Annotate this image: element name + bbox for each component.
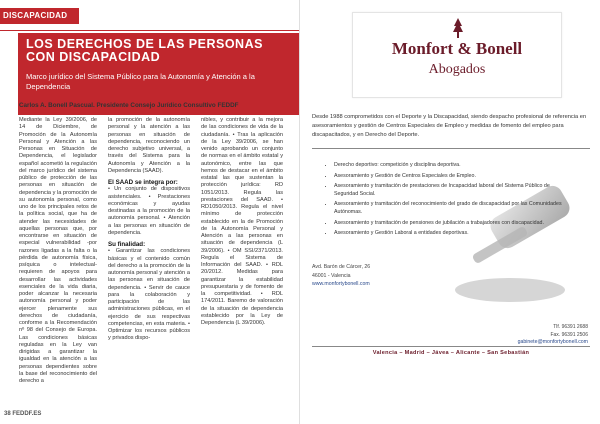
service-item: • Asesoramiento y tramitación de pensiones de jubilación a trabajadores con discapacidad. [334, 220, 574, 228]
fax: Fax. 96391 2506 [550, 331, 588, 338]
address-block [312, 263, 370, 289]
subheading: Su finalidad: [108, 241, 146, 248]
services-list [322, 162, 574, 241]
body-column-3 [201, 117, 283, 327]
page-footer: 38 FEDDF.ES [4, 411, 42, 417]
logo-subtitle: Abogados [428, 62, 486, 77]
telephone: Tlf. 96391 2688 [553, 324, 588, 330]
article-author: Carlos A. Bonell Pascual. Presidente Consejo Jurídico Consultivo FEDDF [19, 102, 239, 109]
service-item: • Asesoramiento y Gestión Laboral a entidades deportivas. [334, 230, 574, 238]
address-line: 46001 - Valencia [312, 272, 351, 279]
section-rule [0, 30, 300, 31]
right-page-advert [300, 0, 600, 424]
service-item: • Asesoramiento y tramitación del reconocimiento del grado de discapacidad por las Comunidades Autónomas. [334, 201, 574, 217]
body-list: • Un conjunto de dispositivos asistenciales. • Prestaciones económicas y ayudas destinadas a la promoción de la autonomía personal. • Atención a las personas en situación de dependencia. [108, 186, 190, 236]
logo-name: Monfort & Bonell [391, 39, 523, 58]
logo-box [352, 12, 562, 98]
service-item: • Derecho deportivo: competición y disciplina deportiva. [334, 162, 574, 170]
office-cities: Valencia – Madrid – Jávea – Alicante – San Sebastián [372, 350, 530, 356]
tree-logo-icon [453, 18, 463, 40]
subheading: El SAAD se integra por: [108, 179, 178, 186]
body-column-1 [19, 117, 97, 385]
divider [312, 148, 590, 149]
body-text: nibles, y contribuir a la mejora de las condiciones de vida de la ciudadanía. • Tras la aplicación de la Ley 39/2006, se han venido aprobando un conjunto de normas en el ámbito estatal y autonómico, entre las que hemos de destacar en el ámbito estatal las que sustentan la protección jurídica: RD 1051/2013. Regula las prestaciones del SAAD. • RD1050/2013. Regula el nivel mínimo de protección establecido en la de Promoción de la Autonomía Personal y Atención a las personas en situación de dependencia (L 39/2006). • OM SSI/2371/2013. Regula el Sistema de Información del SAAD. • RDL 20/2012. Medidas para garantizar la estabilidad presupuestaria y de fomento de la competitividad. • RDL 174/2011. Baremo de valoración de la situación de dependencia establecido por la Ley de Dependencia (L 39/2006). [201, 117, 283, 326]
article-subtitle: Marco jurídico del Sistema Público para la Autonomía y Atención a la Dependencia [26, 72, 255, 91]
service-item: • Asesoramiento y Gestión de Centros Especiales de Empleo. [334, 173, 574, 181]
section-tag: DISCAPACIDAD [0, 8, 79, 24]
article-title: LOS DERECHOS DE LAS PERSONAS CON DISCAPACIDAD [26, 37, 263, 64]
body-text: la promoción de la autonomía personal y la atención a las personas en situación de dependencia, reconociendo un derecho subjetivo universal, a través del Sistema para la Autonomía y Atención a la Dependencia (SAAD). [108, 117, 190, 174]
website-link[interactable]: www.monfortybonell.com [312, 281, 370, 287]
body-column-2 [108, 117, 190, 343]
phone-block [500, 324, 588, 339]
divider [312, 346, 590, 347]
email-link[interactable]: gabinete@monfortybonell.com [517, 339, 588, 345]
service-item: • Asesoramiento y tramitación de prestaciones de Incapacidad laboral del Sistema Público de Seguridad Social. [334, 183, 574, 199]
advert-intro: Desde 1988 comprometidos con el Deporte y la Discapacidad, siendo despacho profesional de referencia en asesoramientos y gestión de Centros Especiales de Empleo y medidas de fomento del empleo para discapacitados, y en Derecho del Deporte. [312, 114, 587, 138]
body-list: • Garantizar las condiciones básicas y el contenido común del derecho a la promoción de la autonomía personal y atención a las personas en situación de dependencia. • Servir de cauce para la colaboración y participación de las administraciones públicas, en el ejercicio de sus respectivas competencias, en esta materia. • Optimizar los recursos públicos y privados dispo- [108, 248, 190, 342]
address-line: Avd. Barón de Cárcer, 26 [312, 264, 371, 270]
body-text: Mediante la Ley 39/2006, de 14 de Diciembre, de Promoción de la Autonomía Personal y Atención a las Personas en Situación de Dependencia, el legislador español acometió la regulación del marco jurídico del sistema público de protección de las personas en situación de dependencia y la promoción de su autonomía personal, como uno de los principales retos de la política social, que ha de atender las necesidades de aquellas personas que, por encontrarse en situación de especial vulnerabilidad -por razones ligadas a la falta o la pérdida de autonomía física, psíquica o intelectual- requieren de apoyos para desarrollar las actividades esenciales de la vida diaria, poder alcanzar la necesaria autonomía personal y poder ejercer plenamente sus derechos de ciudadanía, conforme a la Recomendación nº 98 del Consejo de Europa. Las condiciones básicas reguladas en la Ley van dirigidas a garantizar la igualdad en la atención a las personas dependientes sobre la base del reconocimiento del derecho a [19, 117, 97, 384]
